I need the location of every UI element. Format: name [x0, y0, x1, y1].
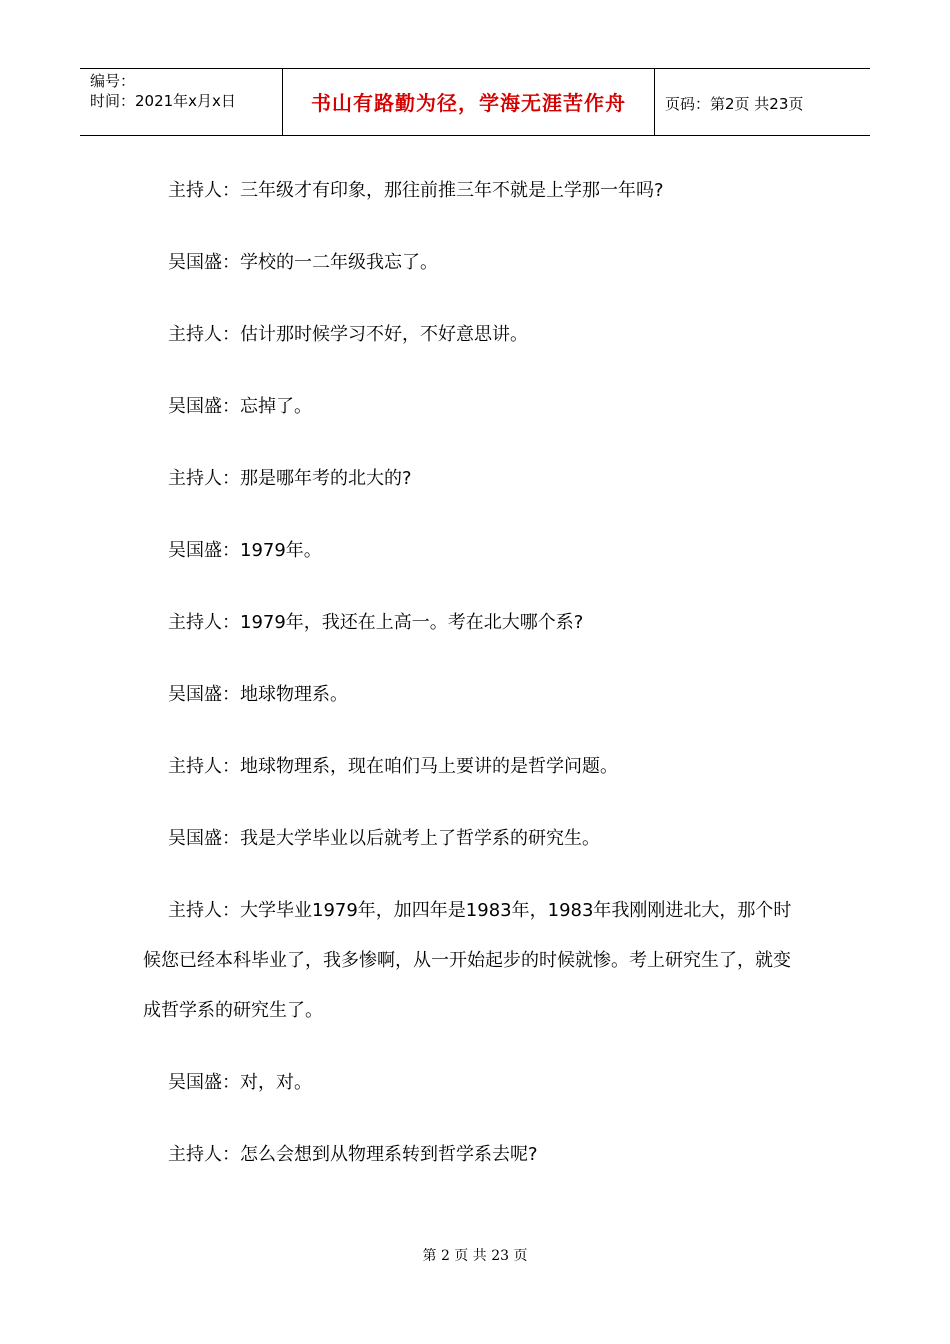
header-motto: 书山有路勤为径，学海无涯苦作舟: [311, 91, 626, 115]
dialogue-paragraph: 主持人：那是哪年考的北大的?: [168, 468, 412, 489]
header-page-info: 页码：第2页 共23页: [665, 95, 804, 113]
document-date: 时间：2021年x月x日: [90, 92, 236, 110]
dialogue-paragraph: 主持人：地球物理系，现在咱们马上要讲的是哲学问题。: [168, 756, 618, 777]
dialogue-paragraph: 主持人：1979年，我还在上高一。考在北大哪个系?: [168, 612, 584, 633]
dialogue-paragraph: 主持人：怎么会想到从物理系转到哲学系去呢?: [168, 1144, 538, 1165]
dialogue-paragraph: 吴国盛：地球物理系。: [168, 684, 348, 705]
header-meta-cell: [80, 69, 282, 135]
dialogue-paragraph: 吴国盛：我是大学毕业以后就考上了哲学系的研究生。: [168, 828, 600, 849]
document-body: [143, 166, 803, 1202]
page-footer: 第 2 页 共 23 页: [422, 1248, 528, 1264]
dialogue-paragraph: 吴国盛：忘掉了。: [168, 396, 312, 417]
header-motto-cell: [282, 69, 655, 135]
document-number-label: 编号：: [90, 72, 136, 90]
dialogue-paragraph: 吴国盛：1979年。: [168, 540, 322, 561]
dialogue-paragraph: 吴国盛：对，对。: [168, 1072, 312, 1093]
dialogue-paragraph: 吴国盛：学校的一二年级我忘了。: [168, 252, 438, 273]
dialogue-paragraph: 主持人：估计那时候学习不好，不好意思讲。: [168, 324, 528, 345]
dialogue-paragraph: 主持人：大学毕业1979年，加四年是1983年，1983年我刚刚进北大，那个时候您已经本科毕业了，我多惨啊，从一开始起步的时候就惨。考上研究生了，就变成哲学系的研究生了。: [143, 900, 792, 1021]
header-page-cell: [655, 69, 870, 135]
dialogue-paragraph: 主持人：三年级才有印象，那往前推三年不就是上学那一年吗?: [168, 180, 664, 201]
page-header: [80, 68, 870, 136]
